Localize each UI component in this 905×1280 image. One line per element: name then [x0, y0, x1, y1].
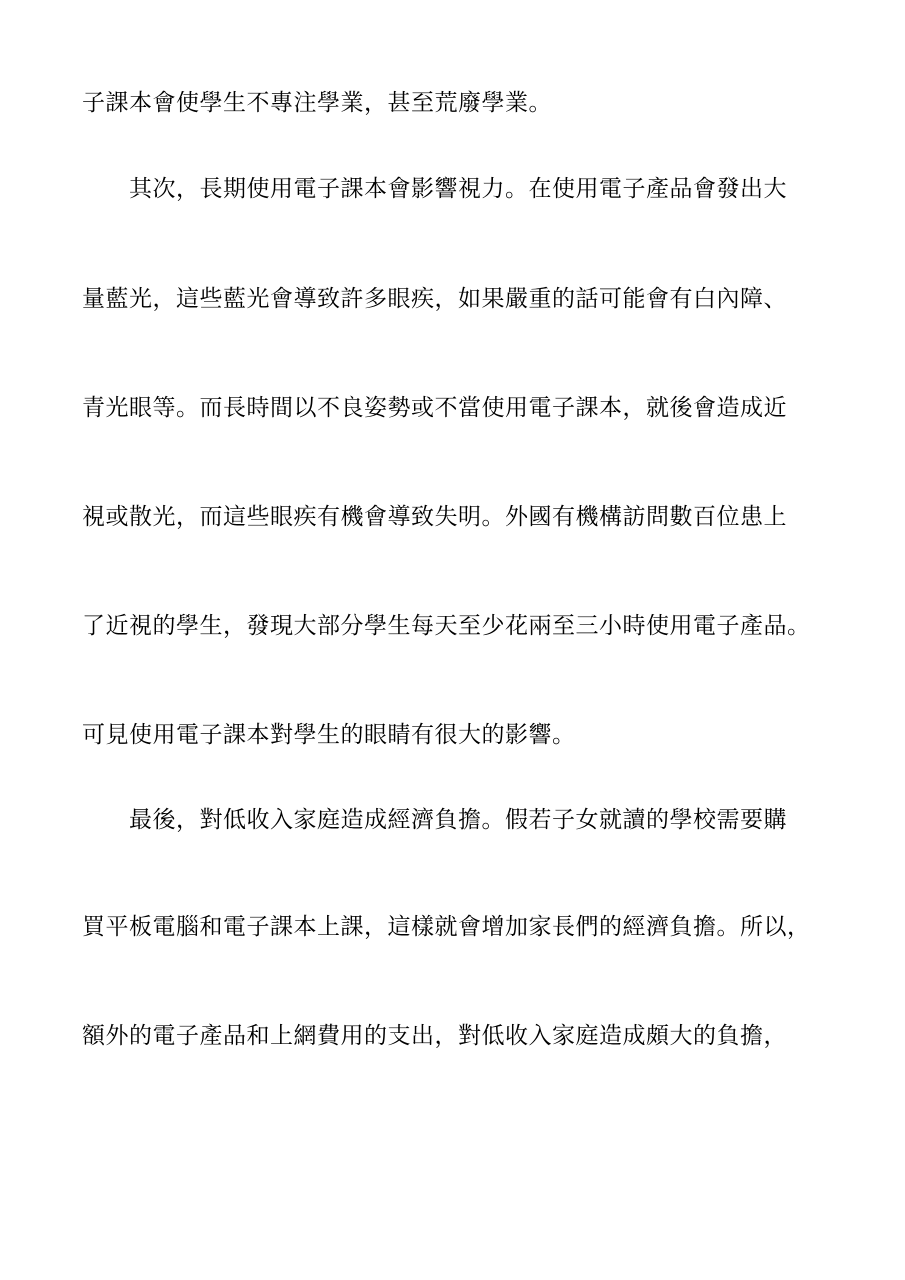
- text-line: 買平板電腦和電子課本上課，這樣就會增加家長們的經濟負擔。所以，: [82, 914, 811, 940]
- text-line: 青光眼等。而長時間以不良姿勢或不當使用電子課本，就後會造成近: [82, 395, 787, 421]
- text-line: 最後，對低收入家庭造成經濟負擔。假若子女就讀的學校需要購: [82, 807, 787, 833]
- text-line: 量藍光，這些藍光會導致許多眼疾，如果嚴重的話可能會有白內障、: [82, 286, 787, 312]
- text-line: 額外的電子產品和上網費用的支出，對低收入家庭造成頗大的負擔，: [82, 1023, 787, 1049]
- text-line: 了近視的學生，發現大部分學生每天至少花兩至三小時使用電子產品。: [82, 613, 811, 639]
- text-line: 其次，長期使用電子課本會影響視力。在使用電子產品會發出大: [82, 176, 787, 202]
- text-line: 可見使用電子課本對學生的眼睛有很大的影響。: [82, 722, 576, 748]
- text-line: 視或散光，而這些眼疾有機會導致失明。外國有機構訪問數百位患上: [82, 504, 787, 530]
- text-line: 子課本會使學生不專注學業，甚至荒廢學業。: [82, 90, 552, 116]
